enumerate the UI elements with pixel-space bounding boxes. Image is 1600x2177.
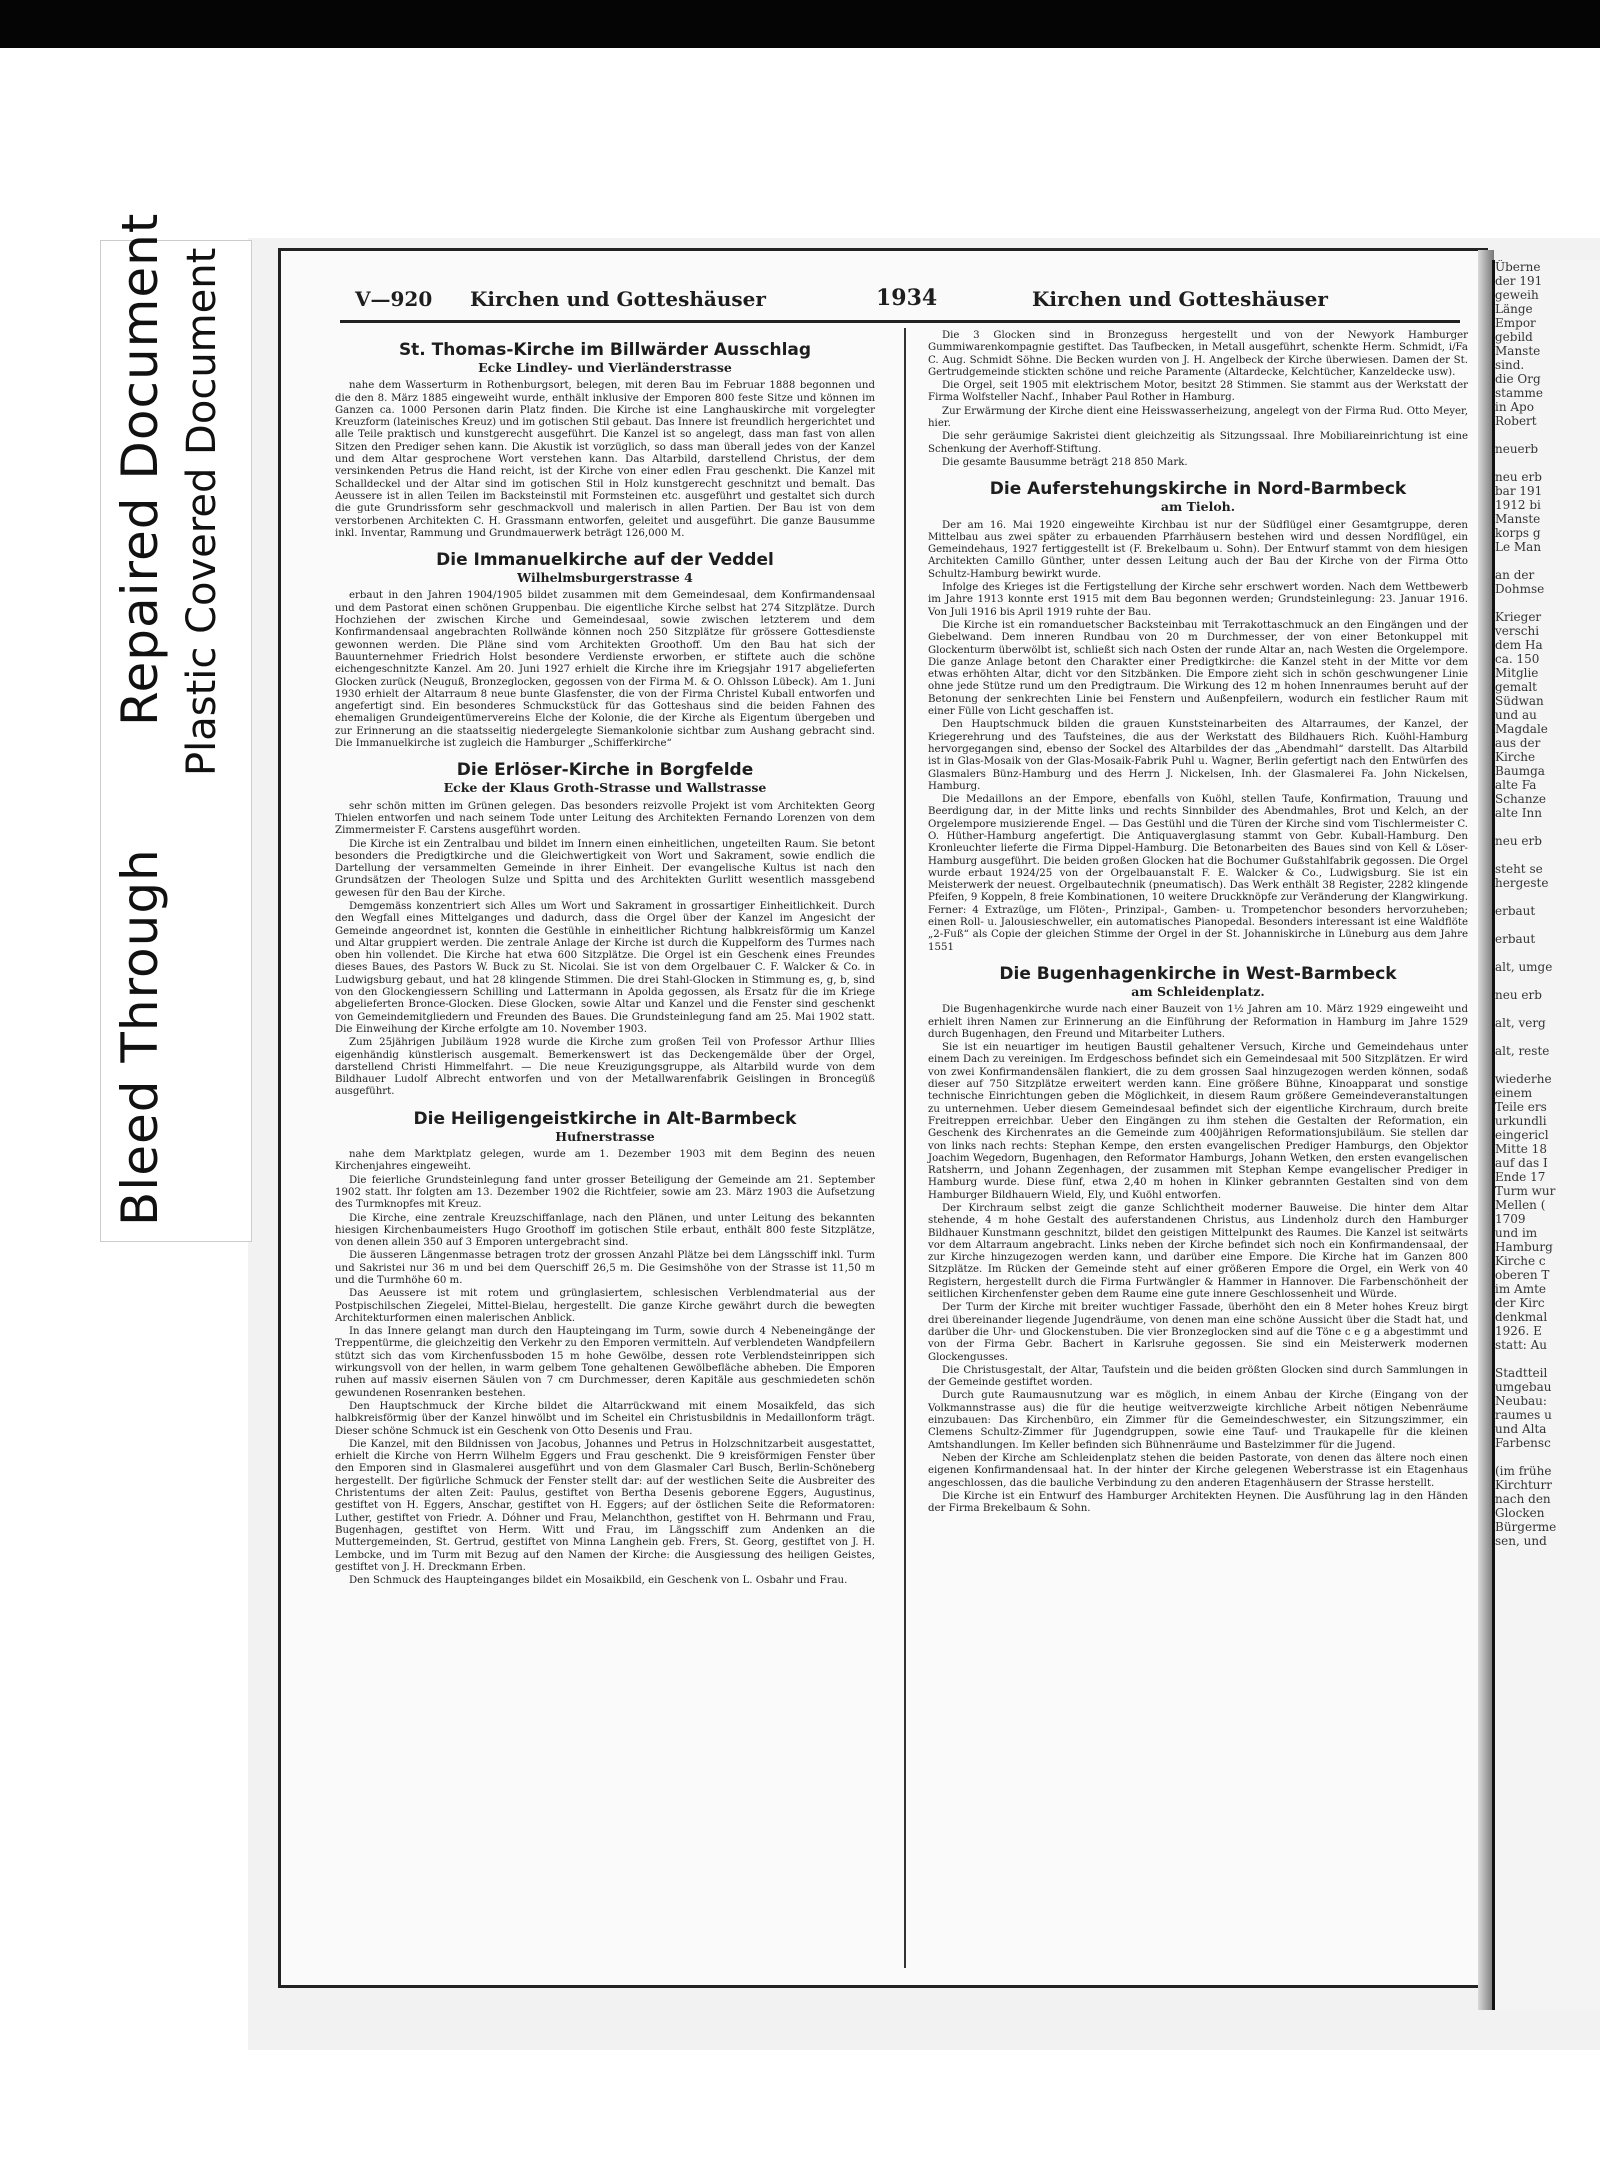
section-subtitle: am Schleidenplatz. xyxy=(1131,983,1265,999)
right-column xyxy=(928,330,1468,1516)
running-title-left: Kirchen und Gotteshäuser xyxy=(470,287,766,311)
body-paragraph: Die Kirche ist ein romanduetscher Backsteinbau mit Terrakottaschmuck an den Eingängen und der Giebelwand. Dem inneren Rundbau von 20 m Durchmesser, der von einer Betonkuppel mit Glockenturm überwölbt ist, schließt sich nach Osten der runde Altar an, nach Westen die Orgelempore. Die ganze Anlage betont den Charakter einer Predigtkirche: die Kanzel steht in der Mitte vor dem etwas erhöhten Altar, dicht vor den Sitzbänken. Die Empore zieht sich in schön geschwungener Linie ohne jede Stütze rund um den Predigtraum. Die Wirkung des 12 m hohen Innenraumes beruht auf der Betonung der senkrechten Linie bei Fenstern und Außenpfeilern, wodurch ein festlicher Raum mit einer Fülle von Licht geschaffen ist. xyxy=(928,619,1468,718)
fragment-line: Robert xyxy=(1495,414,1537,428)
body-paragraph: nahe dem Wasserturm in Rothenburgsort, belegen, mit deren Bau im Februar 1888 begonnen und die den 8. März 1885 eingeweiht wurde, enthält inklusive der Emporen 800 feste Sitze und können im Ganzen ca. 1000 Personen darin Platz finden. Die Kirche ist eine Langhauskirche mit vorgelegter Kreuzform (lateinisches Kreuz) und im gotischen Stil gebaut. Das Innere ist freundlich hergerichtet und alle Teile praktisch und kunstgerecht ausgeführt. Die Kanzel ist so angelegt, dass man fast von allen Sitzen den Prediger sehen kann. Die Akustik ist vorzüglich, so dass man überall jedes von der Kanzel und dem Altar gesprochene Wort verstehen kann. Das Altarbild, darstellend Christus, der dem versinkenden Petrus die Hand reicht, ist der Kirche von einer edlen Frau geschenkt. Die Kanzel mit Schalldeckel und der Altar sind im gotischen Stil in Holz kunstgerecht geschnitzt und bemalt. Das Aeussere ist in allen Teilen im Backsteinstil mit Formsteinen etc. ausgeführt und gestaltet sich durch die gute Grundrissform sehr geschmackvoll und malerisch in allen Partien. Der Bau ist von dem verstorbenen Architekten C. H. Grassmann entworfen, geleitet und ausgeführt. Die ganze Bausumme inkl. Inventar, Rammung und Grundmauerwerk beträgt 126,000 M. xyxy=(335,380,875,539)
fragment-line: in Apo xyxy=(1495,400,1534,414)
fragment-line: Farbensc xyxy=(1495,1436,1551,1450)
body-paragraph: Die Christusgestalt, der Altar, Taufstein und die beiden größten Glocken sind durch Sammlungen in der Gemeinde gestiftet worden. xyxy=(928,1364,1468,1389)
section-title: Die Erlöser-Kirche in Borgfelde xyxy=(456,760,754,781)
body-paragraph: Den Hauptschmuck der Kirche bildet die Altarrückwand mit einem Mosaikfeld, das sich halbkreisförmig über der Kanzel hinwölbt und im Scheitel ein Christusbildnis in Medaillonform trägt. Dieser schöne Schmuck ist ein Geschenk von Otto Desenis und Frau. xyxy=(335,1400,875,1437)
fragment-line: Ende 17 xyxy=(1495,1170,1546,1184)
fragment-line: einem xyxy=(1495,1086,1533,1100)
section-subtitle: Wilhelmsburgerstrasse 4 xyxy=(517,570,693,586)
body-paragraph: Die feierliche Grundsteinlegung fand unter grosser Beteiligung der Gemeinde am 21. September 1902 statt. Ihr folgten am 13. Dezember 1902 die Richtfeier, sowie am 23. März 1903 die Aufsetzung des Turmknopfes mit Kreuz. xyxy=(335,1174,875,1211)
fragment-line: Überne xyxy=(1495,260,1541,274)
fragment-line xyxy=(1495,918,1600,932)
body-paragraph: Die sehr geräumige Sakristei dient gleichzeitig als Sitzungssaal. Ihre Mobiliareinrichtung ist eine Schenkung der Averhoff-Stiftung. xyxy=(928,431,1468,455)
body-paragraph: Sie ist ein neuartiger im heutigen Baustil gehaltener Versuch, Kirche und Gemeindehaus unter einem Dach zu vereinigen. Im Erdgeschoss befindet sich ein Gemeindesaal mit 500 Sitzplätzen. Er wird von zwei Konfirmandensälen flankiert, die zu dem grossen Saal hinzugezogen werden können, sodaß dieser auf 750 Sitzplätze erweitert werden kann. Eine größere Bühne, Kinoapparat und sonstige technische Einrichtungen geben die Möglichkeit, in diesem Raum größere Gemeindeveranstaltungen zu unternehmen. Ueber diesem Gemeindesaal befindet sich der eigentliche Kirchraum, durch breite Freitreppen erreichbar. Ueber den Eingängen zu ihm stehen die Gestalten der Reformation, ein Geschenk des Kirchenrates an die Gemeinde zum 400jährigen Reformationsjubiläum. Sie stellen dar von links nach rechts: Stephan Kempe, den ersten evangelischen Prediger Hamburgs, den Objektor Joachim Wegedorn, Bugenhagen, den Reformator Hamburgs, Johann Wetken, den ersten evangelischen Ratsherrn, und Johann Zegenhagen, der zusammen mit Stephan Kempe evangelischer Prediger in Hamburg wurde. Diese fünf, etwa 2,40 m hohen in Klinker gebrannten Gestalten sind von dem Hamburger Bildhauern Wield, Ely, und Kuöhl entworfen. xyxy=(928,1042,1468,1201)
body-paragraph: Demgemäss konzentriert sich Alles um Wort und Sakrament in grossartiger Einheitlichkeit. Durch den Wegfall eines Mittelganges und dadurch, dass die Orgel über der Kanzel im Angesicht der Gemeinde angeordnet ist, konnten die Gestühle in einheitlicher Richtung halbkreisförmig um Kanzel und Altar gruppiert werden. Die zentrale Anlage der Kirche ist durch die Kuppelform des Turmes nach oben hin vollendet. Die Kirche hat etwa 600 Sitzplätze. Die Orgel ist ein Geschenk eines Freundes dieses Baues, des Pastors W. Buck zu St. Nicolai. Sie ist von dem Orgelbauer C. F. Walcker & Co. in Ludwigsburg gebaut, und hat 28 klingende Stimmen. Die drei Stahl-Glocken in Stimmung es, g, b, sind von den Glockengiessern Schilling und Lattermann in Apolda gegossen, als Ersatz für die im Kriege abgelieferten Bronce-Glocken. Diese Glocken, sowie Altar und Kanzel und die Fenster sind geschenkt von Gemeindemitgliedern und Freunden des Baues. Die Grundsteinlegung fand am 25. Mai 1902 statt. Die Einweihung der Kirche erfolgte am 10. November 1903. xyxy=(335,900,875,1035)
section-title: St. Thomas-Kirche im Billwärder Ausschlag xyxy=(398,340,812,360)
fragment-line xyxy=(1495,1058,1600,1072)
fragment-line: ca. 150 xyxy=(1495,652,1540,666)
fragment-line xyxy=(1495,1450,1600,1464)
body-paragraph: Durch gute Raumausnutzung war es möglich, in einem Anbau der Kirche (Eingang von der Volkmannstrasse aus) die für die heutige weitverzweigte kirchliche Arbeit nötigen Nebenräume einzubauen: Das Kirchenbüro, ein Zimmer für die Gemeindeschwester, ein Sitzungszimmer, ein Clemens Schultz-Zimmer für Jugendgruppen, sowie eine Tauf- und Traukapelle für die kleinen Amtshandlungen. Im Keller befinden sich Bühnenräume und Bastelzimmer für die Jugend. xyxy=(928,1390,1468,1451)
fragment-line xyxy=(1495,1352,1600,1366)
section-title: Die Bugenhagenkirche in West-Barmbeck xyxy=(999,963,1397,984)
fragment-line: im Amte xyxy=(1495,1282,1546,1296)
section-subtitle: Ecke Lindley- und Vierländerstrasse xyxy=(478,360,732,375)
fragment-line: 1709 xyxy=(1495,1212,1526,1226)
fragment-line xyxy=(1495,596,1600,610)
body-paragraph: erbaut in den Jahren 1904/1905 bildet zusammen mit dem Gemeindesaal, dem Konfirmandensaal und dem Pastorat einen schönen Gruppenbau. Die eigentliche Kirche selbst hat 274 Sitzplätze. Durch Hochziehen der zwischen Kirche und Gemeindesaal, sowie zwischen letzterem und dem Konfirmandensaal angebrachten Rollwände können noch 250 Sitzplätze für grössere Gottesdienste gewonnen werden. Die Pläne sind vom Architekten Groothoff. Um den Bau hat sich der Bauunternehmer Friedrich Holst besondere Verdienste erworben, er stiftete auch die schöne eichengeschnitzte Kanzel. Am 20. Juni 1927 erhielt die Kirche ihre im Kriegsjahr 1917 abgelieferten Glocken zurück (Neuguß, Bronzeglocken, gegossen von der Firma M. & O. Ohlsson Lübeck). Am 1. Juni 1930 erhielt der Altarraum 8 neue bunte Glasfenster, die von der Firma Christel Kuball entworfen und angefertigt sind. Ein besonderes Schmuckstück für das Gotteshaus sind die beiden Fahnen des ehemaligen Grundeigentümervereins Elche der Kolonie, die der Kirche als Eigentum übergeben und zur Erinnerung an die staatsseitig niedergelegte Siemankolonie sichtbar zum Aushang gebracht sind. Die Immanuelkirche ist zugleich die Hamburger „Schifferkirche“ xyxy=(335,590,875,750)
fragment-line: steht se xyxy=(1495,862,1543,876)
fragment-line: Mitglie xyxy=(1495,666,1539,680)
fragment-line: dem Ha xyxy=(1495,638,1543,652)
body-paragraph: Die gesamte Bausumme beträgt 218 850 Mark. xyxy=(942,456,1188,468)
fragment-line: aus der xyxy=(1495,736,1541,750)
fragment-line: Kirche c xyxy=(1495,1254,1546,1268)
fragment-line: denkmal xyxy=(1495,1310,1548,1324)
body-paragraph: Die Orgel, seit 1905 mit elektrischem Motor, besitzt 28 Stimmen. Sie stammt aus der Werkstatt der Firma Wolfsteller Nachf., Inhaber Paul Rother in Hamburg. xyxy=(928,380,1468,404)
document-label-strip xyxy=(100,212,252,1242)
body-paragraph: Die Kirche ist ein Entwurf des Hamburger Architekten Heynen. Die Ausführung lag in den Händen der Firma Brekelbaum & Sohn. xyxy=(928,1490,1468,1515)
fragment-line: und au xyxy=(1495,708,1537,722)
fragment-line: Hamburg xyxy=(1495,1240,1553,1254)
fragment-line: neuerb xyxy=(1495,442,1539,456)
fragment-line: Südwan xyxy=(1495,694,1544,708)
fragment-line: die Org xyxy=(1495,372,1541,386)
fragment-line: sind. xyxy=(1495,358,1525,372)
fragment-line: Mellen ( xyxy=(1495,1198,1546,1212)
label-repaired-document: Repaired Document xyxy=(111,212,169,726)
fragment-line xyxy=(1495,456,1600,470)
fragment-line: alt, reste xyxy=(1495,1044,1550,1058)
fragment-line: hergeste xyxy=(1495,876,1549,890)
fragment-line: Empor xyxy=(1495,316,1536,330)
fragment-line: Länge xyxy=(1495,302,1533,316)
fragment-line: bar 191 xyxy=(1495,484,1543,498)
fragment-line: und Alta xyxy=(1495,1422,1547,1436)
fragment-line: alte Inn xyxy=(1495,806,1542,820)
body-paragraph: Der am 16. Mai 1920 eingeweihte Kirchbau ist nur der Südflügel einer Gesamtgruppe, deren Mittelbau aus zwei später zu erbauenden Pfarrhäusern bestehen wird und dessen Nordflügel, ein Gemeindehaus, 1927 fertiggestellt ist (F. Brekelbaum u. Sohn). Der Entwurf stammt von dem hiesigen Architekten Camillo Günther, unter dessen Leitung auch der Bau der Kirche von der Firma Otto Schultz-Hamburg bewirkt wurde. xyxy=(928,519,1468,580)
fragment-line: und im xyxy=(1495,1226,1538,1240)
section-subtitle: am Tieloh. xyxy=(1160,499,1236,515)
adjacent-page-fragment xyxy=(1492,260,1600,2010)
body-paragraph: Die Kanzel, mit den Bildnissen von Jacobus, Johannes und Petrus in Holzschnitzarbeit ausgestattet, erhielt die Kirche von Herrn Wilhelm Eggers und Frau geschenkt. Die 9 kreisförmigen Fenster über den Emporen sind in Glasmalerei ausgeführt und von dem Glasmaler Carl Busch, Berlin-Schöneberg hergestellt. Der figürliche Schmuck der Fenster stellt dar: auf der westlichen Seite die Ausbreiter des Christentums der alten Zeit: Paulus, gestiftet von Bertha Desenis geborene Eggers, Augustinus, gestiftet von H. Eggers, Anschar, gestiftet von H. Eggers; auf der östlichen Seite die Reformatoren: Luther, gestiftet von Friedr. A. Dóhner und Frau, Melanchthon, gestiftet von H. Behrmann und Frau, Bugenhagen, gestiftet von Herm. Witt und Frau, im Längsschiff zum Andenken an die Muttergemeinden, St. Gertrud, gestiftet von Minna Langhein geb. Frers, St. Georg, gestiftet von J. H. Lembcke, und im Turm mit Bezug auf den Namen der Kirche: die Ausgiessung des heiligen Geistes, gestiftet von J. H. Dreckmann Erben. xyxy=(335,1438,875,1573)
fragment-line: Glocken xyxy=(1495,1506,1545,1520)
fragment-line: nach den xyxy=(1495,1492,1551,1506)
fragment-line: Teile ers xyxy=(1495,1100,1547,1114)
body-paragraph: sehr schön mitten im Grünen gelegen. Das besonders reizvolle Projekt ist vom Architekten Georg Thielen entworfen und nach seinem Tode unter Leitung des Architekten Fernando Lorenzen von dem Zimmermeister F. Carstens ausgeführt worden. xyxy=(335,800,875,837)
fragment-line: auf das I xyxy=(1495,1156,1548,1170)
fragment-line: Neubau: xyxy=(1495,1394,1547,1408)
fragment-line: umgebau xyxy=(1495,1380,1552,1394)
fragment-line xyxy=(1495,554,1600,568)
fragment-line: 1912 bi xyxy=(1495,498,1541,512)
fragment-line: statt: Au xyxy=(1495,1338,1548,1352)
fragment-line: korps g xyxy=(1495,526,1541,540)
fragment-line xyxy=(1495,1002,1600,1016)
fragment-line: urkundli xyxy=(1495,1114,1547,1128)
header-rule xyxy=(340,320,1460,323)
fragment-line: gemalt xyxy=(1495,680,1537,694)
running-title-right: Kirchen und Gotteshäuser xyxy=(1032,287,1328,311)
body-paragraph: Die Bugenhagenkirche wurde nach einer Bauzeit von 1½ Jahren am 10. März 1929 eingeweiht und erhielt ihren Namen zur Erinnerung an die Einführung der Reformation in Hamburg im Jahre 1529 durch Bugenhagen, den Freund und Mitarbeiter Luthers. xyxy=(928,1004,1468,1040)
fragment-line: der Kirc xyxy=(1495,1296,1545,1310)
fragment-line: verschi xyxy=(1495,624,1540,638)
body-paragraph: nahe dem Marktplatz gelegen, wurde am 1. Dezember 1903 mit dem Beginn des neuen Kirchenjahres eingeweiht. xyxy=(335,1149,875,1173)
label-bleed-through: Bleed Through xyxy=(111,848,169,1226)
body-paragraph: In das Innere gelangt man durch den Haupteingang im Turm, sowie durch 4 Nebeneingänge der Treppentürme, die gleichzeitig den Verkehr zu den Emporen vermitteln. Auf verblendeten Wandpfeilern stützt sich das vom Kirchenfussboden 15 m hohe Gewölbe, dessen rote Verblendsteinrippen sich wirkungsvoll von der hellen, in warm gelbem Tone gehaltenen Gewölbefläche abheben. Die Emporen ruhen auf massiv eisernen Säulen von 7 cm Durchmesser, deren Kapitäle aus geschmiedeten schön gewundenen Rosenranken bestehen. xyxy=(335,1326,875,1399)
body-paragraph: Die Kirche ist ein Zentralbau und bildet im Innern einen einheitlichen, ungeteilten Raum. Sie betont besonders die Predigtkirche und die Gleichwertigkeit von Wort und Sakrament, sowie endlich die Dartellung der versammelten Gemeinde in ihrer Einheit. Der evangelische Kultus ist nach den Grundsätzen der Theologen Sulze und Spitta und des Architekten Gurlitt wesentlich massgebend gewesen für den Bau der Kirche. xyxy=(335,838,875,899)
fragment-line: oberen T xyxy=(1495,1268,1550,1282)
fragment-line: Bürgerme xyxy=(1495,1520,1557,1534)
body-paragraph: Die äusseren Längenmasse betragen trotz der grossen Anzahl Plätze bei dem Längsschiff inkl. Turm und Sakristei nur 36 m und bei dem Querschiff 26,5 m. Die Gesimshöhe von der Strasse ist 11,50 m und die Turmhöhe 60 m. xyxy=(335,1250,875,1286)
body-paragraph: Den Schmuck des Haupteinganges bildet ein Mosaikbild, ein Geschenk von L. Osbahr und Frau. xyxy=(349,1575,848,1587)
fragment-line: 1926. E xyxy=(1495,1324,1542,1338)
page-reference: V—920 xyxy=(355,287,433,311)
fragment-line: Manste xyxy=(1495,344,1541,358)
body-paragraph: Die Kirche, eine zentrale Kreuzschiffanlage, nach den Plänen, und unter Leitung des bekannten hiesigen Kirchenbaumeisters Hugo Groothoff im gotischen Stile erbaut, enthält 800 feste Sitzplätze, von denen allein 350 auf 3 Emporen untergebracht sind. xyxy=(335,1212,875,1249)
scanner-top-band xyxy=(0,0,1600,48)
fragment-line xyxy=(1495,1030,1600,1044)
label-plastic-covered: Plastic Covered Document xyxy=(179,247,225,776)
section-title: Die Heiligengeistkirche in Alt-Barmbeck xyxy=(413,1108,797,1129)
section-subtitle: Hufnerstrasse xyxy=(555,1128,655,1144)
fragment-line: an der xyxy=(1495,568,1535,582)
fragment-line xyxy=(1495,974,1600,988)
fragment-line: wiederhe xyxy=(1495,1072,1552,1086)
fragment-line: eingericl xyxy=(1495,1128,1549,1142)
column-rule xyxy=(904,328,906,1968)
fragment-line xyxy=(1495,890,1600,904)
fragment-line: neu erb xyxy=(1495,834,1542,848)
body-paragraph: Die 3 Glocken sind in Bronzeguss hergestellt und von der Newyork Hamburger Gummiwarenkompagnie gestiftet. Das Taufbecken, in Metall ausgeführt, schenkte Herm. Schmidt, i/Fa C. Aug. Schmidt Söhne. Die Becken wurden von J. H. Angelbeck der Kirche überwiesen. Damen der St. Gertrudgemeinde stickten schöne und reiche Paramente (Altardecke, Kelchtücher, Kanzeldecke usw). xyxy=(928,330,1468,378)
fragment-line: Magdale xyxy=(1495,722,1548,736)
body-paragraph: Das Aeussere ist mit rotem und grünglasiertem, schlesischen Verblendmaterial aus der Postpischilschen Ziegelei, Mittel-Bielau, hergestellt. Die ganze Kirche gewährt durch die bewegten Architekturformen einen malerischen Anblick. xyxy=(335,1288,875,1324)
fragment-line: erbaut xyxy=(1495,904,1536,918)
section-subtitle: Ecke der Klaus Groth-Strasse und Wallstrasse xyxy=(443,780,767,796)
section-title: Die Immanuelkirche auf der Veddel xyxy=(436,550,774,571)
fragment-line: geweih xyxy=(1495,288,1539,302)
fragment-line: Baumga xyxy=(1495,764,1545,778)
left-column xyxy=(335,330,875,1588)
fragment-line: Manste xyxy=(1495,512,1541,526)
fragment-line: Turm wur xyxy=(1495,1184,1556,1198)
body-paragraph: Die Medaillons an der Empore, ebenfalls von Kuöhl, stellen Taufe, Konfirmation, Trauung und Beerdigung dar, in der Mitte links und rechts Sinnbilder des Abendmahles, Brot und Kelch, an der Orgelempore musizierende Engel. — Das Gestühl und die Türen der Kirche sind vom Tischlermeister C. O. Hüther-Hamburg angefertigt. Die Antiquaverglasung stammt von Gebr. Kuball-Hamburg. Den Kronleuchter lieferte die Firma Dippel-Hamburg. Die Betonarbeiten des Baues sind von Kell & Löser-Hamburg ausgeführt. Die beiden großen Glocken hat die Bochumer Gußstahlfabrik gegossen. Die Orgel wurde erbaut 1924/25 von der Orgelbauanstalt F. E. Walcker & Co., Ludwigsburg. Sie ist ein Meisterwerk der neuest. Orgelbautechnik (pneumatisch). Das Werk enthält 38 Register, 2282 klingende Pfeifen, 9 Koppeln, 8 freie Kombinationen, 10 weitere Druckknöpfe zur Veränderung der Klangwirkung. Ferner: 4 Extrazüge, um Flöten-, Prinzipal-, Gamben- u. Trompetenchor besonders hervorzuheben; einen Roll- u. Jalousieschweller, ein automatisches Pianopedal. Besonders interessant ist eine Waldflöte „2-Fuß“ als Copie der gleichen Stimme der Orgel in der St. Johanniskirche in Lüneburg aus dem Jahre 1551 xyxy=(928,794,1468,953)
body-paragraph: Der Kirchraum selbst zeigt die ganze Schlichtheit moderner Bauweise. Die hinter dem Altar stehende, 4 m hohe Gestalt des auferstandenen Christus, aus Lindenholz durch den Hamburger Bildhauer Kunstmann geschnitzt, bildet den geistigen Mittelpunkt des Raumes. Die Kanzel ist seitwärts vor dem Altarraum angebracht. Links neben der Kirche befindet sich noch ein Konfirmandensaal, der zur Kirche hinzugezogen werden kann, und darüber eine Empore. Die Kirche hat im Ganzen 800 Sitzplätze. Im Rücken der Gemeinde steht auf einer größeren Empore die Orgel, ein Werk von 40 Registern, hergestellt durch die Firma Furtwängler & Hammer in Hannover. Die Farbenschönheit der seitlichen Kirchenfenster geben dem Raume eine gute innere Geschlossenheit und Würde. xyxy=(928,1203,1468,1301)
fragment-line: alte Fa xyxy=(1495,778,1537,792)
fragment-line xyxy=(1495,946,1600,960)
fragment-line: Kirchturr xyxy=(1495,1478,1553,1492)
fragment-line xyxy=(1495,428,1600,442)
year-heading: 1934 xyxy=(876,285,938,311)
section-title: Die Auferstehungskirche in Nord-Barmbeck xyxy=(989,479,1407,500)
fragment-line: Krieger xyxy=(1495,610,1542,624)
fragment-line: Mitte 18 xyxy=(1495,1142,1547,1156)
body-paragraph: Den Hauptschmuck bilden die grauen Kunststeinarbeiten des Altarraumes, der Kanzel, der Kriegerehrung und des Taufsteines, die aus der Werkstatt des Bildhauers Rich. Kuöhl-Hamburg hervorgegangen sind, ebenso der Sockel des Altarbildes der das „Abendmahl“ darstellt. Das Altarbild ist in Glas-Mosaik von der Glas-Mosaik-Fabrik Puhl u. Wagner, Berlin gefertigt nach den Entwürfen des Glasmalers Bünz-Hamburg und des Herrn J. Nickelsen, Inh. der Glasmalerei Fa. John Nickelsen, Hamburg. xyxy=(928,719,1468,792)
fragment-line: stamme xyxy=(1495,386,1543,400)
fragment-line: Le Man xyxy=(1495,540,1542,554)
body-paragraph: Neben der Kirche am Schleidenplatz stehen die beiden Pastorate, von denen das ältere noch einen eigenen Konfirmandensaal hat. In der hinter der Kirche gelegenen Weberstrasse ist ein Etagenhaus angeschlossen, das die bauliche Verbindung zu den anderen Etagenhäusern der Strasse herstellt. xyxy=(928,1452,1468,1489)
fragment-line: neu erb xyxy=(1495,470,1542,484)
body-paragraph: Infolge des Krieges ist die Fertigstellung der Kirche sehr erschwert worden. Nach dem Wettbewerb im Jahre 1913 konnte erst 1915 mit dem Bau begonnen werden; Grundsteinlegung: 23. Januar 1916. Von Juli 1916 bis April 1919 ruhte der Bau. xyxy=(928,582,1468,618)
fragment-line xyxy=(1495,848,1600,862)
fragment-line: (im frühe xyxy=(1495,1464,1552,1478)
fragment-line: Dohmse xyxy=(1495,582,1545,596)
fragment-line xyxy=(1495,820,1600,834)
fragment-line: alt, verg xyxy=(1495,1016,1546,1030)
body-paragraph: Zum 25jährigen Jubiläum 1928 wurde die Kirche zum großen Teil von Professor Arthur Illies eigenhändig künstlerisch ausgemalt. Bemerkenswert ist das Deckengemälde über der Orgel, darstellend Christi Himmelfahrt. — Die neue Kreuzigungsgruppe, als Altarbild wurde von dem Bildhauer Ludolf Albrecht entworfen und von der Metallwarenfabrik Geislingen in Broncegüß ausgeführt. xyxy=(335,1037,875,1098)
fragment-line: Schanze xyxy=(1495,792,1546,806)
fragment-line: alt, umge xyxy=(1495,960,1553,974)
fragment-line: sen, und xyxy=(1495,1534,1547,1548)
fragment-line: neu erb xyxy=(1495,988,1542,1002)
fragment-line: Stadtteil xyxy=(1495,1366,1548,1380)
fragment-line: erbaut xyxy=(1495,932,1536,946)
body-paragraph: Zur Erwärmung der Kirche dient eine Heisswasserheizung, angelegt von der Firma Rud. Otto Meyer, hier. xyxy=(928,405,1468,430)
fragment-line: der 191 xyxy=(1495,274,1543,288)
fragment-line: raumes u xyxy=(1495,1408,1552,1422)
body-paragraph: Der Turm der Kirche mit breiter wuchtiger Fassade, überhöht den ein 8 Meter hohes Kreuz birgt drei übereinander liegende Jugendräume, von denen man eine schöne Aussicht über die Stadt hat, und darüber die Uhr- und Glockenstuben. Die vier Bronzeglocken sind auf die Töne c e g a abgestimmt und von der Firma Gebr. Bachert in Karlsruhe gegossen. Sie sind ein Meisterwerk modernen Glockengusses. xyxy=(928,1302,1468,1363)
fragment-line: gebild xyxy=(1495,330,1533,344)
fragment-line: Kirche xyxy=(1495,750,1536,764)
